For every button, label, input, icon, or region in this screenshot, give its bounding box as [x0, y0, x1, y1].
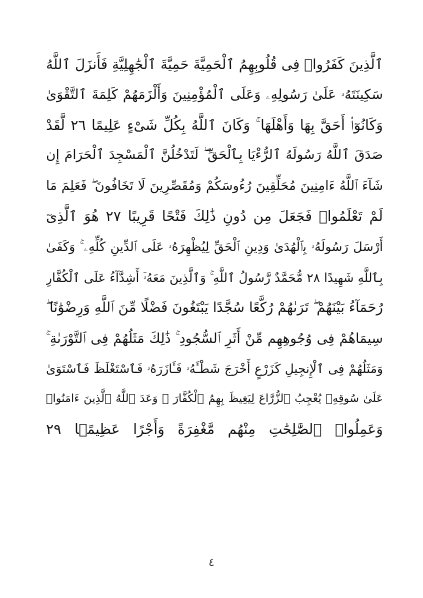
verse-line-11: وَمَثَلُهُمْ فِى ٱلْإِنجِيلِ كَزَرْعٍ أَخْرَجَ شَطْـَٔهُۥ فَـَٔازَرَهُۥ فَٱسْتَغْلَظَ فَٱسْتَوَىٰ	[46, 360, 383, 376]
verse-line-8: بِٱللَّهِ شَهِيدًا ٢٨ مُّحَمَّدٌ رَّسُولُ ٱللَّهِ ۚ وَٱلَّذِينَ مَعَهُۥٓ أَشِدَّآءُ عَلَى ٱلْكُفَّارِ	[46, 269, 383, 285]
verse-line-12: عَلَىٰ سُوقِهِۦ يُعْجِبُ ٱلزُّرَّاعَ لِيَغِيظَ بِهِمُ ٱلْكُفَّارَ ۗ وَعَدَ ٱللَّهُ ٱلَّذِينَ ءَامَنُوا۟	[46, 392, 383, 406]
verse-line-2: سَكِينَتَهُۥ عَلَىٰ رَسُولِهِۦ وَعَلَى ٱلْمُؤْمِنِينَ وَأَلْزَمَهُمْ كَلِمَةَ ٱلتَّقْوَىٰ	[46, 87, 383, 104]
verse-line-7: أَرْسَلَ رَسُولَهُۥ بِٱلْهُدَىٰ وَدِينِ ٱلْحَقِّ لِيُظْهِرَهُۥ عَلَى ٱلدِّينِ كُلِّهِۦ ۚ وَكَفَىٰ	[46, 239, 383, 255]
verse-line-13: وَعَمِلُوا۟ ٱلصَّٰلِحَٰتِ مِنْهُم مَّغْفِرَةً وَأَجْرًا عَظِيمًۢا ٢٩	[46, 421, 383, 438]
verse-line-1: ٱلَّذِينَ كَفَرُوا۟ فِى قُلُوبِهِمُ ٱلْحَمِيَّةَ حَمِيَّةَ ٱلْجَٰهِلِيَّةِ فَأَنزَلَ ٱللَّهُ	[46, 57, 383, 73]
verse-line-10: سِيمَاهُمْ فِى وُجُوهِهِم مِّنْ أَثَرِ ٱلسُّجُودِ ۚ ذَٰلِكَ مَثَلُهُمْ فِى ٱلتَّوْرَىٰةِ ۚ	[46, 330, 383, 347]
page-number: ٤	[208, 556, 215, 569]
verse-line-4: صَدَقَ ٱللَّهُ رَسُولَهُ ٱلرُّءْيَا بِٱلْحَقِّ ۖ لَتَدْخُلُنَّ ٱلْمَسْجِدَ ٱلْحَرَامَ إِن	[46, 148, 383, 164]
verse-text-block	[46, 50, 383, 445]
verse-line-6: لَمْ تَعْلَمُوا۟ فَجَعَلَ مِن دُونِ ذَٰلِكَ فَتْحًا قَرِيبًا ٢٧ هُوَ ٱلَّذِىٓ	[46, 208, 383, 225]
verse-line-3: وَكَانُوٓا۟ أَحَقَّ بِهَا وَأَهْلَهَا ۚ وَكَانَ ٱللَّهُ بِكُلِّ شَىْءٍ عَلِيمًا ٢٦ لَّقَدْ	[46, 117, 383, 134]
verse-line-5: شَآءَ ٱللَّهُ ءَامِنِينَ مُحَلِّقِينَ رُءُوسَكُمْ وَمُقَصِّرِينَ لَا تَخَافُونَ ۖ فَعَلِمَ مَا	[46, 178, 383, 194]
verse-line-9: رُحَمَآءُ بَيْنَهُمْ ۖ تَرَىٰهُمْ رُكَّعًا سُجَّدًا يَبْتَغُونَ فَضْلًا مِّنَ ٱللَّهِ وَرِضْوَٰنًا ۖ	[46, 300, 383, 317]
